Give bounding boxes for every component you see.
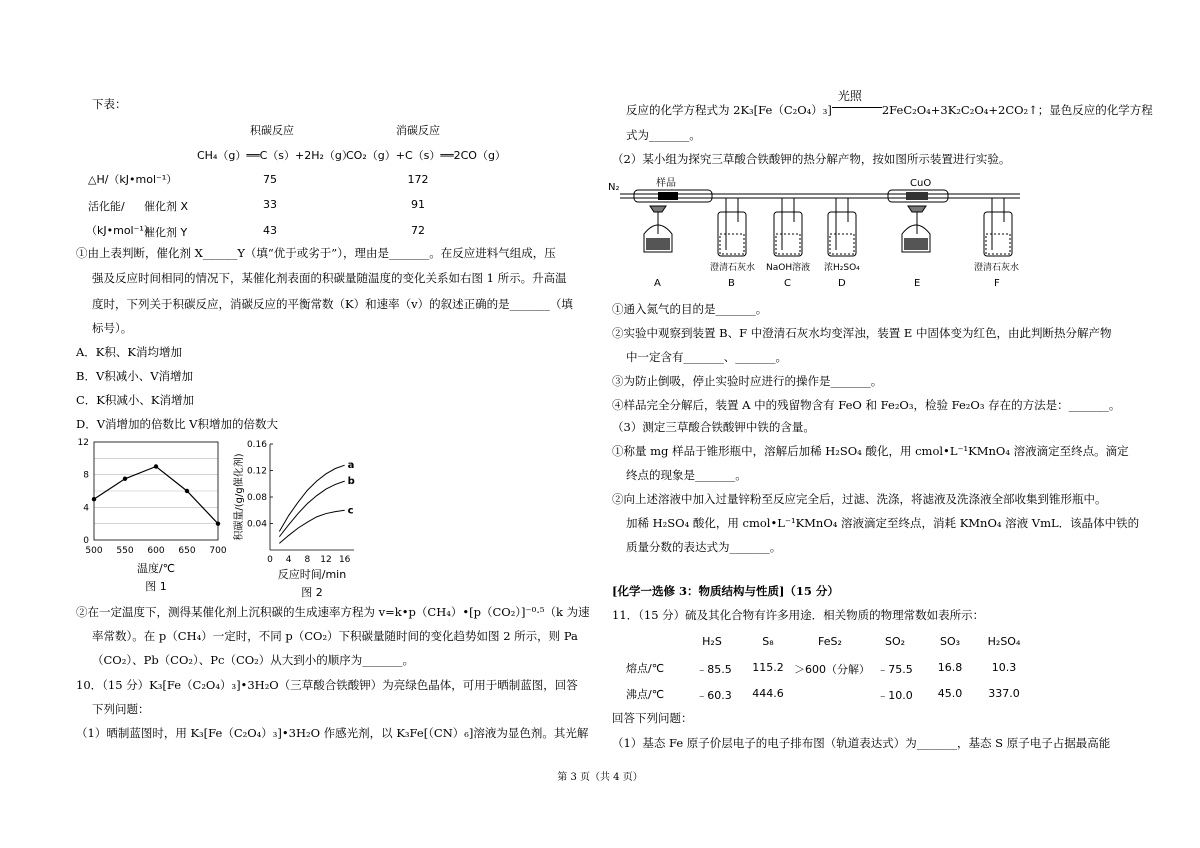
row-melting-label: 熔点/℃	[626, 662, 665, 675]
fig1-xtick: 550	[116, 546, 134, 556]
fig2-xlabel: 反应时间/min	[277, 568, 347, 581]
bp-h2so4: 337.0	[988, 687, 1020, 700]
th-so2: SO₂	[884, 635, 906, 648]
fig1-ytick: 12	[77, 438, 89, 448]
last-line: （1）基态 Fe 原子价层电子的电子排布图（轨道表达式）为_______，基态 S 原子电子占据最高能	[612, 736, 1111, 750]
fig1-ytick: 0	[83, 536, 89, 546]
th-fes2: FeS₂	[818, 635, 842, 648]
col-head-deposition: 积碳反应	[250, 124, 294, 137]
fig1-point	[92, 497, 96, 501]
tube-a	[634, 190, 712, 252]
fig1-xtick: 500	[85, 546, 103, 556]
cell-dh-elimination: 172	[407, 173, 429, 186]
fig2-series-label-b: b	[347, 476, 355, 488]
q11-text: 11．（15 分）硫及其化合物有许多用途．相关物质的物理常数如表所示：	[612, 608, 985, 622]
cell-dh-deposition: 75	[263, 173, 277, 186]
figure-2-chart	[228, 432, 358, 602]
mp-so3: 16.8	[937, 661, 963, 674]
fig1-xtick: 700	[209, 546, 227, 556]
q-line-2: ②实验中观察到装置 B、F 中澄清石灰水均变浑浊，装置 E 中固体变为红色，由此判断热分解产物	[612, 326, 1112, 340]
reagent-d: 浓H₂SO₄	[824, 263, 860, 273]
para1-line4: 标号）。	[92, 321, 133, 335]
fig2-series-a	[279, 465, 344, 531]
apparatus-diagram	[606, 172, 1026, 292]
q-line-4: ③为防止倒吸，停止实验时应进行的操作是_______。	[612, 374, 883, 388]
bp-so2: ﹣10.0	[877, 689, 913, 702]
q-line-8: 终点的现象是_______。	[626, 468, 747, 482]
reagent-c: NaOH溶液	[766, 263, 811, 273]
bottle-b	[718, 198, 746, 256]
fig2-xtick: 12	[320, 555, 332, 565]
fig2-xtick: 8	[304, 555, 311, 565]
q10-line2: 下列问题：	[92, 702, 150, 716]
row-boiling-label: 沸点/℃	[626, 688, 665, 701]
bottle-d	[828, 198, 856, 256]
sample-label: 样品	[656, 178, 676, 189]
para1-line1: ①由上表判断，催化剂 X______Y（填“优于或劣于”），理由是_______。在反应进料气组成，压	[76, 246, 556, 260]
fig1-point	[216, 521, 220, 525]
para2-line1: ②在一定温度下，测得某催化剂上沉积碳的生成速率方程为 v=k•p（CH₄）•[p（CO₂）]⁻⁰·⁵（k 为速	[76, 605, 590, 619]
fig2-xtick: 16	[338, 555, 351, 565]
mp-h2s: ﹣85.5	[696, 663, 732, 676]
letter-f: F	[994, 278, 1000, 289]
mp-so2: ﹣75.5	[877, 663, 913, 676]
fig2-ylabel: 积碳量/(g/g催化剂)	[234, 453, 245, 541]
option-c: C．K积减小、K消增加	[76, 393, 194, 407]
q10-line1: 10．（15 分）K₃[Fe（C₂O₄）₃]•3H₂O（三草酸合铁酸钾）为亮绿色晶体，可用于晒制蓝图，回答	[76, 678, 578, 692]
mp-fes2: ＞600（分解）	[794, 663, 870, 676]
fig1-title: 图 1	[145, 580, 167, 593]
q-line-6: （3）测定三草酸合铁酸钾中铁的含量。	[612, 420, 815, 434]
option-b: B．V积减小、V消增加	[76, 369, 194, 383]
q-line-11: 质量分数的表达式为_______。	[626, 540, 782, 554]
fig2-series-b	[279, 481, 344, 537]
equation-elimination: CO₂（g）+C（s）══2CO（g）	[346, 149, 506, 162]
fig2-series-label-a: a	[347, 460, 355, 472]
bottle-c	[774, 198, 802, 256]
bp-s8: 444.6	[752, 687, 784, 700]
q10-line3: （1）晒制蓝图时，用 K₃[Fe（C₂O₄）₃]•3H₂O 作感光剂，以 K₃Fe[（CN）₆]溶液为显色剂。其光解	[76, 726, 589, 740]
bottle-f	[984, 198, 1012, 256]
reagent-f: 澄清石灰水	[974, 263, 1020, 273]
fig1-point	[123, 477, 127, 481]
option-a: A．K积、K消均增加	[76, 345, 182, 359]
option-d: D．V消增加的倍数比 V积增加的倍数大	[76, 417, 278, 431]
reaction-arrow	[832, 89, 882, 114]
fig1-ytick: 4	[83, 503, 89, 514]
part2-text: （2）某小组为探究三草酸合铁酸钾的热分解产物，按如图所示装置进行实验。	[612, 152, 1011, 166]
cuo-label: CuO	[910, 178, 932, 189]
fig2-ytick: 0.12	[246, 466, 267, 477]
fig2-title: 图 2	[301, 586, 323, 599]
q-line-10: 加稀 H₂SO₄ 酸化，用 cmol•L⁻¹KMnO₄ 溶液滴定至终点，消耗 KMnO₄ 溶液 VmL．该晶体中铁的	[626, 516, 1140, 530]
fig2-ytick: 0.04	[246, 519, 267, 530]
right-top-line2: 式为_______。	[626, 128, 701, 142]
fig1-point	[154, 464, 158, 468]
reaction-reactant: 反应的化学方程式为 2K₃[Fe（C₂O₄）₃]	[626, 103, 832, 117]
n2-label: N₂	[608, 182, 620, 193]
mp-s8: 115.2	[752, 661, 784, 674]
reaction-condition: 光照	[837, 89, 862, 103]
letter-e: E	[914, 278, 921, 289]
para1-line3: 度时，下列关于积碳反应，消碳反应的平衡常数（K）和速率（v）的叙述正确的是_______（填	[92, 297, 573, 311]
fig1-xtick: 600	[147, 546, 165, 556]
fig1-xtick: 650	[178, 546, 196, 556]
fig2-series-label-c: c	[347, 505, 354, 517]
fig2-ytick: 0.16	[246, 440, 267, 450]
q-line-9: ②向上述溶液中加入过量锌粉至反应完全后，过滤、洗涤，将滤液及洗涤液全部收集到锥形瓶中。	[612, 492, 1107, 506]
reaction-products: 2FeC₂O₄+3K₂C₂O₄+2CO₂↑；显色反应的化学方程	[881, 103, 1153, 117]
para1-line2: 强及反应时间相同的情况下，某催化剂表面的积碳量随温度的变化关系如右图 1 所示。升高温	[92, 271, 567, 285]
row-label-ea: 活化能/	[88, 200, 125, 213]
fig2-xtick: 0	[267, 555, 273, 565]
letter-d: D	[838, 278, 846, 289]
cell-x-elimination: 91	[411, 198, 425, 211]
intro-text: 下表：	[92, 97, 127, 111]
th-h2s: H₂S	[702, 635, 722, 648]
fig1-xlabel: 温度/℃	[136, 562, 176, 575]
q-line-1: ①通入氮气的目的是_______。	[612, 302, 768, 316]
row-sub-catalyst-x: 催化剂 X	[144, 200, 189, 213]
row-sub-catalyst-y: 催化剂 Y	[144, 226, 188, 239]
bp-so3: 45.0	[937, 687, 963, 700]
th-s8: S₈	[762, 635, 774, 648]
equation-deposition: CH₄（g）══C（s）+2H₂（g）	[197, 149, 353, 162]
mp-h2so4: 10.3	[991, 661, 1017, 674]
row-label-unit: （kJ•mol⁻¹）	[86, 224, 155, 237]
answer-prompt: 回答下列问题：	[612, 711, 693, 725]
q-line-7: ①称量 mg 样品于锥形瓶中，溶解后加稀 H₂SO₄ 酸化，用 cmol•L⁻¹KMnO₄ 溶液滴定至终点。滴定	[612, 444, 1129, 458]
col-head-elimination: 消碳反应	[396, 124, 440, 137]
para2-line2: 率常数）。在 p（CH₄）一定时，不同 p（CO₂）下积碳量随时间的变化趋势如图 2 所示，则 Pa	[92, 629, 578, 643]
cell-y-elimination: 72	[411, 224, 425, 237]
letter-b: B	[728, 278, 735, 289]
letter-a: A	[654, 278, 661, 289]
letter-c: C	[784, 278, 791, 289]
th-so3: SO₃	[939, 635, 961, 648]
tube-e	[888, 190, 948, 252]
cell-x-deposition: 33	[263, 198, 277, 211]
q-line-3: 中一定含有_______、_______。	[626, 350, 787, 364]
right-top-line	[626, 89, 1153, 118]
fig1-series-line	[94, 467, 218, 524]
q-line-5: ④样品完全分解后，装置 A 中的残留物含有 FeO 和 Fe₂O₃，检验 Fe₂O₃ 存在的方法是：_______。	[612, 398, 1121, 412]
th-h2so4: H₂SO₄	[987, 635, 1021, 648]
reagent-b: 澄清石灰水	[710, 263, 756, 273]
bp-h2s: ﹣60.3	[696, 689, 732, 702]
fig2-xtick: 4	[285, 555, 292, 565]
cell-y-deposition: 43	[263, 224, 277, 237]
fig1-ytick: 8	[83, 470, 89, 481]
page-footer: 第 3 页（共 4 页）	[557, 772, 643, 783]
section-title: [化学一选修 3：物质结构与性质]（15 分）	[612, 584, 839, 598]
figure-1-chart	[68, 432, 233, 602]
gas-tubes	[620, 194, 1020, 198]
fig2-ytick: 0.08	[246, 493, 267, 503]
fig1-point	[185, 489, 189, 493]
row-label-dh: △H/（kJ•mol⁻¹）	[88, 173, 178, 186]
para2-line3: （CO₂）、Pb（CO₂）、Pc（CO₂）从大到小的顺序为_______。	[92, 653, 415, 667]
